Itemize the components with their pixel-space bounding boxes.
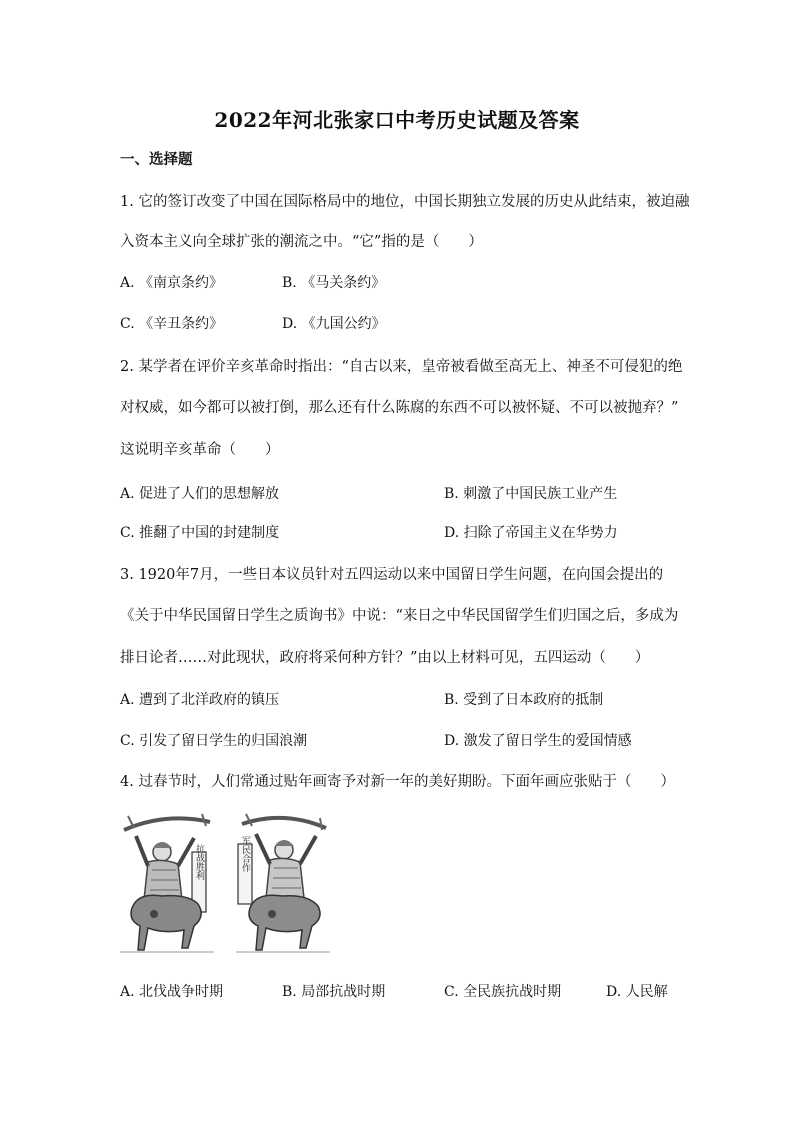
q4-stem-line1: 4. 过春节时，人们常通过贴年画寄予对新一年的美好期盼。下面年画应张贴于（ ）: [120, 774, 675, 790]
q1-stem-line1: 1. 它的签订改变了中国在国际格局中的地位，中国长期独立发展的历史从此结束，被迫融: [120, 194, 690, 210]
q3-option-d: D. 激发了留日学生的爱国情感: [444, 733, 632, 749]
q3-option-c: C. 引发了留日学生的归国浪潮: [120, 733, 308, 749]
section-heading: 一、选择题: [120, 151, 193, 168]
q3-stem-line3: 排日论者……对此现状，政府将采何种方针？”由以上材料可见，五四运动（ ）: [120, 650, 650, 666]
q2-option-b: B. 刺激了中国民族工业产生: [444, 486, 618, 502]
q4-option-a: A. 北伐战争时期: [120, 984, 224, 1000]
q3-stem-line1: 3. 1920年7月，一些日本议员针对五四运动以来中国留日学生问题，在向国会提出的: [120, 567, 664, 583]
q4-option-b: B. 局部抗战时期: [282, 984, 386, 1000]
horseman-illustration-icon: [118, 808, 216, 958]
figure2-caption: 军民合作: [240, 836, 250, 872]
q4-option-c: C. 全民族抗战时期: [444, 984, 562, 1000]
horseman-illustration-icon: [234, 808, 332, 958]
nianhua-image-1: [118, 808, 216, 958]
q3-stem-line2: 《关于中华民国留日学生之质询书》中说：“来日之中华民国留学生们归国之后，多成为: [120, 608, 679, 624]
q2-option-a: A. 促进了人们的思想解放: [120, 486, 280, 502]
q3-option-a: A. 遭到了北洋政府的镇压: [120, 692, 280, 708]
q1-option-b: B. 《马关条约》: [282, 275, 386, 291]
figure1-caption: 抗战胜利: [194, 844, 204, 880]
q2-stem-line2: 对权威，如今都可以被打倒，那么还有什么陈腐的东西不可以被怀疑、不可以被抛弃？”: [120, 400, 679, 416]
q2-stem-line3: 这说明辛亥革命（ ）: [120, 442, 280, 458]
page-title: 2022年河北张家口中考历史试题及答案: [214, 108, 580, 132]
q2-option-d: D. 扫除了帝国主义在华势力: [444, 525, 618, 541]
q3-option-b: B. 受到了日本政府的抵制: [444, 692, 604, 708]
nianhua-image-2: [234, 808, 332, 958]
q1-option-d: D. 《九国公约》: [282, 316, 386, 332]
q1-option-c: C. 《辛丑条约》: [120, 316, 224, 332]
q2-stem-line1: 2. 某学者在评价辛亥革命时指出：“自古以来，皇帝被看做至高无上、神圣不可侵犯的绝: [120, 359, 683, 375]
q1-stem-line2: 入资本主义向全球扩张的潮流之中。“它”指的是（ ）: [120, 234, 483, 250]
q1-option-a: A. 《南京条约》: [120, 275, 224, 291]
q4-option-d: D. 人民解: [606, 984, 668, 1000]
q2-option-c: C. 推翻了中国的封建制度: [120, 525, 280, 541]
